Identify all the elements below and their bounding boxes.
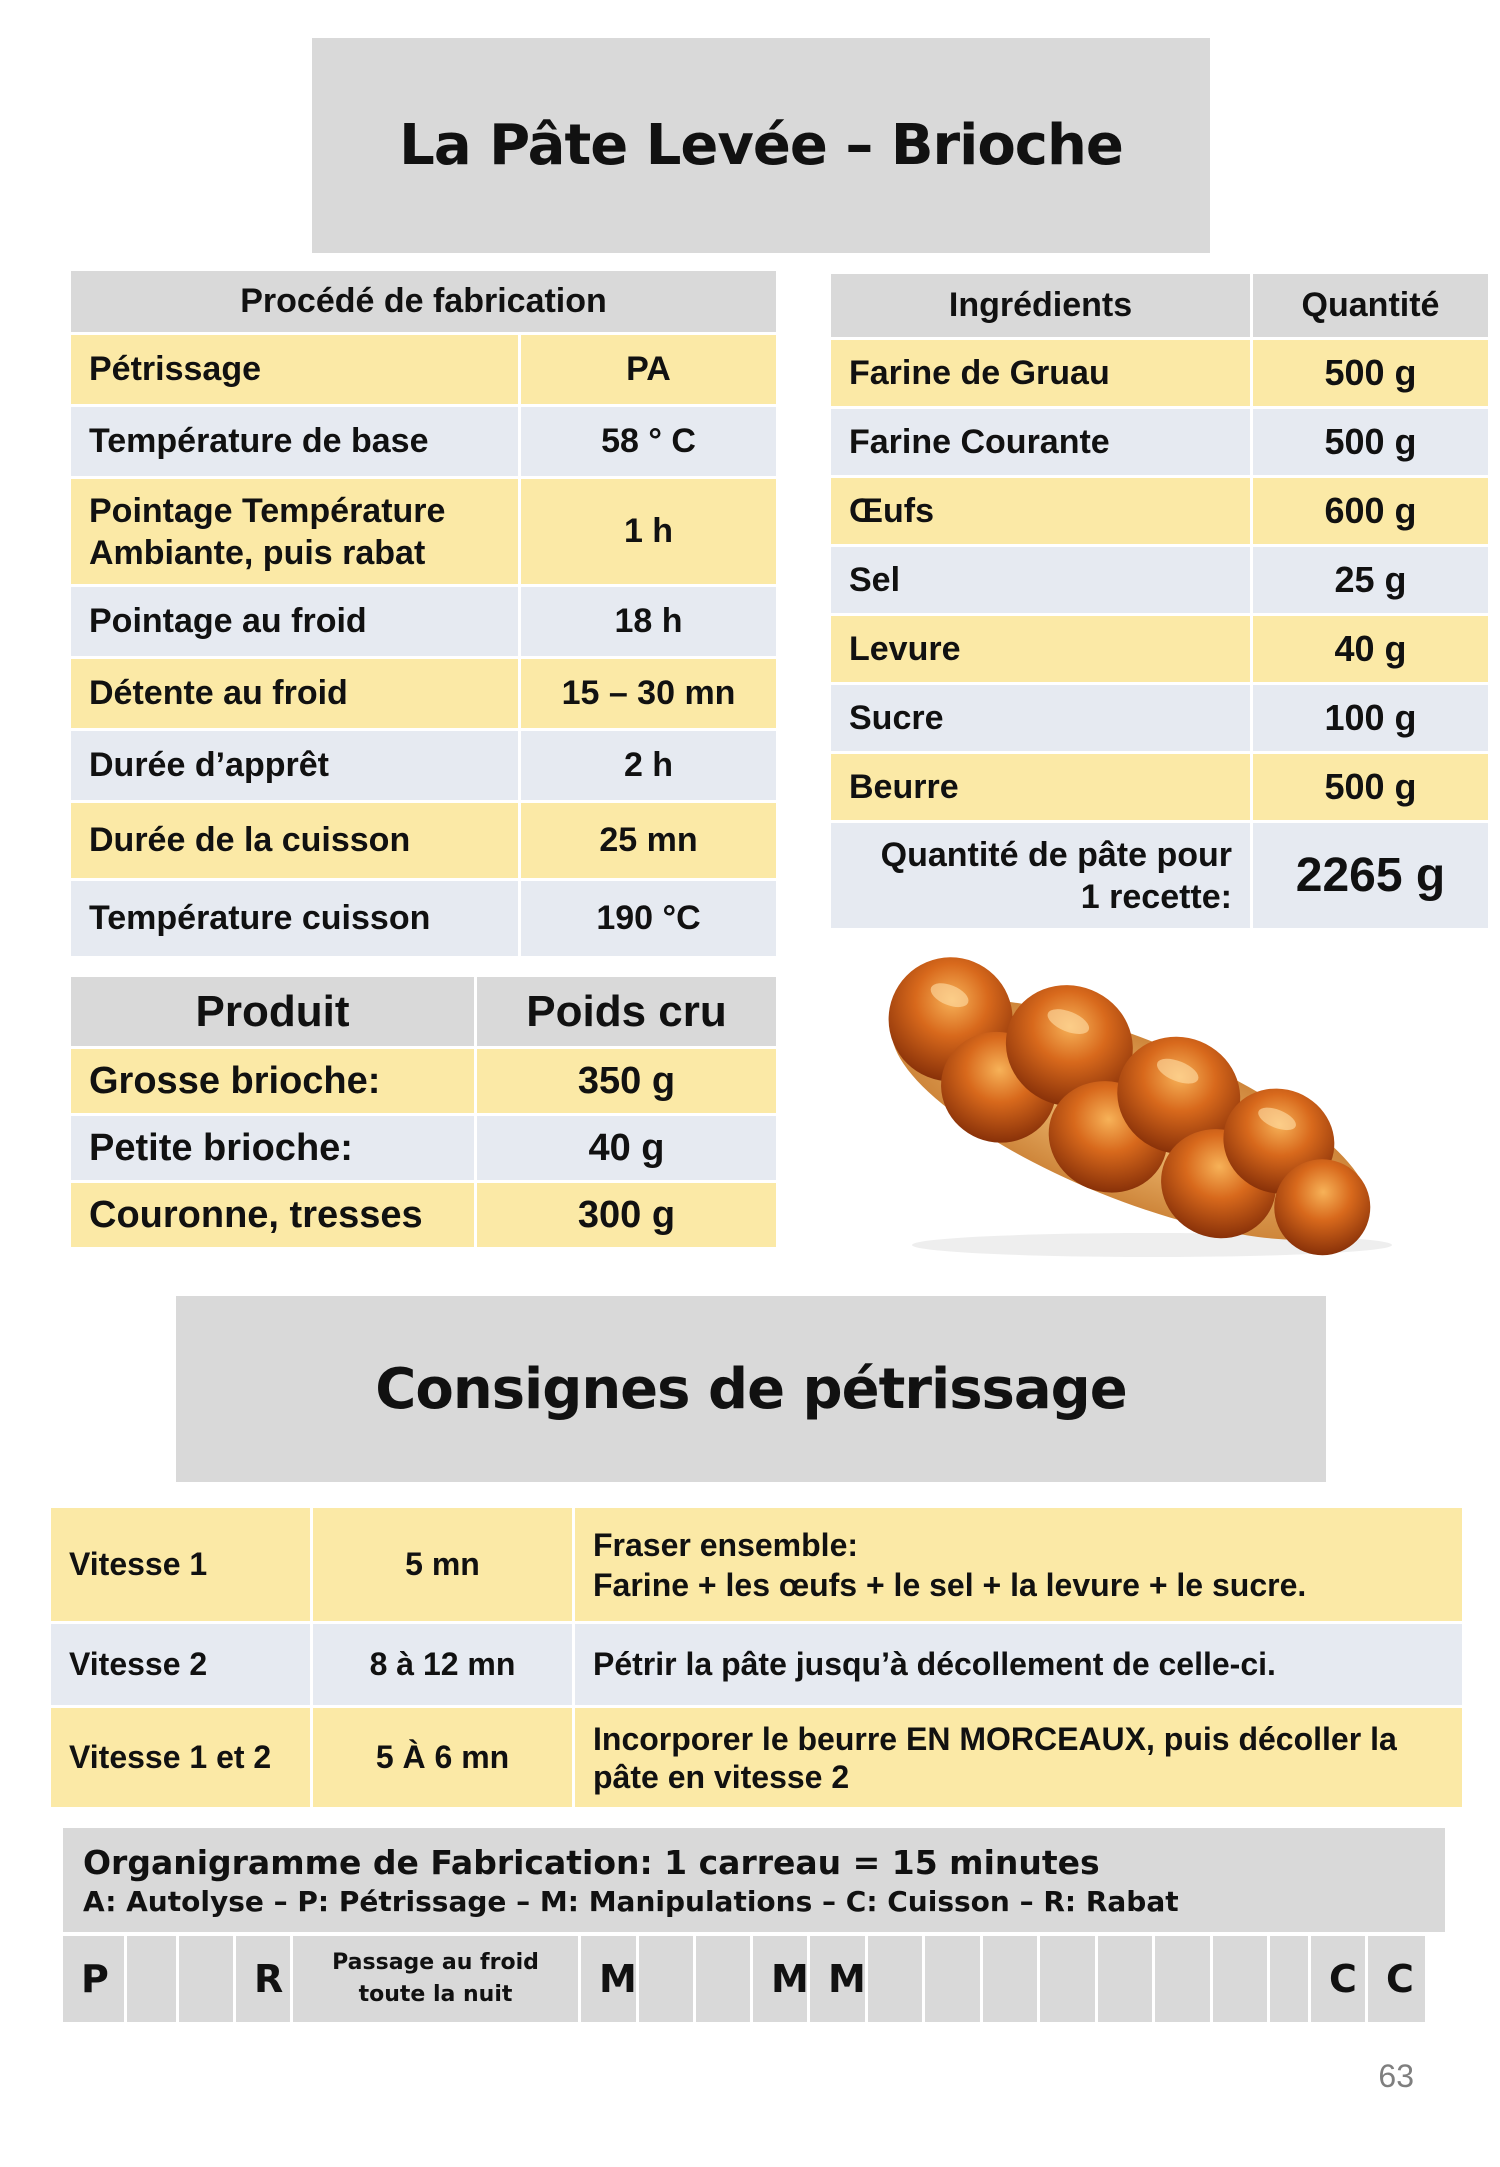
ingredient-name: Farine de Gruau: [830, 339, 1252, 408]
table-row: [70, 334, 778, 406]
produit-name: Grosse brioche:: [70, 1048, 476, 1115]
consignes-table: [48, 1505, 1465, 1810]
grid-cell: C: [1368, 1936, 1425, 2022]
ingredients-header: Ingrédients: [830, 273, 1252, 339]
grid-cell: [696, 1936, 753, 2022]
produit-weight: 40 g: [476, 1115, 778, 1182]
grid-cell-note: [293, 1936, 581, 2022]
instruction-cell: [574, 1507, 1464, 1623]
table-row: [70, 880, 778, 958]
organigramme-grid: [63, 1936, 1445, 2022]
ingredient-qty: 500 g: [1252, 753, 1490, 822]
table-row: [830, 546, 1490, 615]
procede-value: PA: [520, 334, 778, 406]
table-row: [70, 1115, 778, 1182]
grid-cell: P: [63, 1936, 127, 2022]
consignes-title: Consignes de pétrissage: [176, 1296, 1326, 1482]
ingredient-qty: 600 g: [1252, 477, 1490, 546]
table-row: [830, 684, 1490, 753]
table-row: [50, 1707, 1464, 1809]
speed-cell: Vitesse 1: [50, 1507, 312, 1623]
total-label: Quantité de pâte pour 1 recette:: [830, 822, 1252, 930]
table-row: [70, 1182, 778, 1249]
grid-cell: C: [1311, 1936, 1368, 2022]
organigramme-header: [63, 1828, 1445, 1936]
quantity-header: Quantité: [1252, 273, 1490, 339]
table-row: [70, 586, 778, 658]
grid-cell: [925, 1936, 983, 2022]
ingredient-name: Levure: [830, 615, 1252, 684]
grid-cell: [639, 1936, 696, 2022]
procede-value: 190 °C: [520, 880, 778, 958]
ingredient-name: Beurre: [830, 753, 1252, 822]
table-row: [830, 339, 1490, 408]
procede-value: 25 mn: [520, 802, 778, 880]
table-row: [70, 478, 778, 586]
procede-label: Température cuisson: [70, 880, 520, 958]
ingredient-qty: 500 g: [1252, 339, 1490, 408]
produit-table: [68, 974, 779, 1250]
grid-cell: M: [581, 1936, 639, 2022]
procede-label: Pointage au froid: [70, 586, 520, 658]
instruction-cell: [574, 1707, 1464, 1809]
instruction-cell: [574, 1623, 1464, 1707]
table-row: [70, 406, 778, 478]
note-line: Passage au froid: [332, 1950, 539, 1975]
produit-weight: 300 g: [476, 1182, 778, 1249]
ingredient-qty: 100 g: [1252, 684, 1490, 753]
grid-cell: [1155, 1936, 1213, 2022]
ingredient-name: Œufs: [830, 477, 1252, 546]
produit-weight: 350 g: [476, 1048, 778, 1115]
procede-table: [68, 268, 779, 959]
procede-label: Durée de la cuisson: [70, 802, 520, 880]
procede-label: Pointage Température Ambiante, puis rabat: [70, 478, 520, 586]
procede-value: 2 h: [520, 730, 778, 802]
produit-name: Couronne, tresses: [70, 1182, 476, 1249]
instruction-line: Pétrir la pâte jusqu’à décollement de celle-ci.: [593, 1646, 1276, 1682]
page-title: La Pâte Levée – Brioche: [312, 38, 1210, 253]
speed-cell: Vitesse 2: [50, 1623, 312, 1707]
table-row: [70, 658, 778, 730]
grid-cell: [1270, 1936, 1311, 2022]
instruction-line: Incorporer le beurre EN MORCEAUX, puis décoller la: [593, 1720, 1397, 1757]
procede-value: 18 h: [520, 586, 778, 658]
ingredient-qty: 500 g: [1252, 408, 1490, 477]
table-row: [70, 1048, 778, 1115]
table-row: [830, 753, 1490, 822]
instruction-line: Fraser ensemble:: [593, 1526, 859, 1563]
ingredient-name: Sel: [830, 546, 1252, 615]
time-cell: 5 À 6 mn: [312, 1707, 574, 1809]
total-value: 2265 g: [1252, 822, 1490, 930]
instruction-line: Farine + les œufs + le sel + la levure + le sucre.: [593, 1566, 1307, 1603]
procede-label: Détente au froid: [70, 658, 520, 730]
produit-name: Petite brioche:: [70, 1115, 476, 1182]
note-line: toute la nuit: [358, 1982, 513, 2007]
ingredient-name: Sucre: [830, 684, 1252, 753]
grid-cell: M: [753, 1936, 810, 2022]
grid-cell: [1040, 1936, 1098, 2022]
table-row: [830, 408, 1490, 477]
grid-cell: [1213, 1936, 1270, 2022]
time-cell: 5 mn: [312, 1507, 574, 1623]
procede-value: 58 ° C: [520, 406, 778, 478]
grid-cell: [1098, 1936, 1155, 2022]
table-row: [830, 477, 1490, 546]
organigramme: [63, 1828, 1445, 2022]
speed-cell: Vitesse 1 et 2: [50, 1707, 312, 1809]
table-row: [70, 802, 778, 880]
grid-cell: R: [236, 1936, 293, 2022]
grid-cell: [983, 1936, 1040, 2022]
organigramme-legend: A: Autolyse – P: Pétrissage – M: Manipulations – C: Cuisson – R: Rabat: [83, 1885, 1179, 1918]
ingredient-qty: 25 g: [1252, 546, 1490, 615]
table-row: [50, 1507, 1464, 1623]
poids-cru-header: Poids cru: [476, 976, 778, 1048]
grid-cell: [868, 1936, 925, 2022]
page-number: 63: [1378, 2058, 1414, 2094]
ingredient-qty: 40 g: [1252, 615, 1490, 684]
ingredients-table: [828, 271, 1491, 931]
instruction-line: pâte en vitesse 2: [593, 1758, 850, 1795]
organigramme-title: Organigramme de Fabrication: 1 carreau = 15 minutes: [83, 1843, 1100, 1882]
procede-header: Procédé de fabrication: [70, 270, 778, 334]
procede-value: 15 – 30 mn: [520, 658, 778, 730]
procede-label: Pétrissage: [70, 334, 520, 406]
grid-cell: [179, 1936, 236, 2022]
grid-cell: M: [810, 1936, 868, 2022]
procede-label: Durée d’apprêt: [70, 730, 520, 802]
table-row: [830, 615, 1490, 684]
table-row: [50, 1623, 1464, 1707]
produit-header: Produit: [70, 976, 476, 1048]
ingredient-name: Farine Courante: [830, 408, 1252, 477]
brioche-image: [852, 955, 1420, 1261]
grid-cell: [127, 1936, 179, 2022]
table-row: [70, 730, 778, 802]
procede-label: Température de base: [70, 406, 520, 478]
procede-value: 1 h: [520, 478, 778, 586]
time-cell: 8 à 12 mn: [312, 1623, 574, 1707]
total-row: [830, 822, 1490, 930]
